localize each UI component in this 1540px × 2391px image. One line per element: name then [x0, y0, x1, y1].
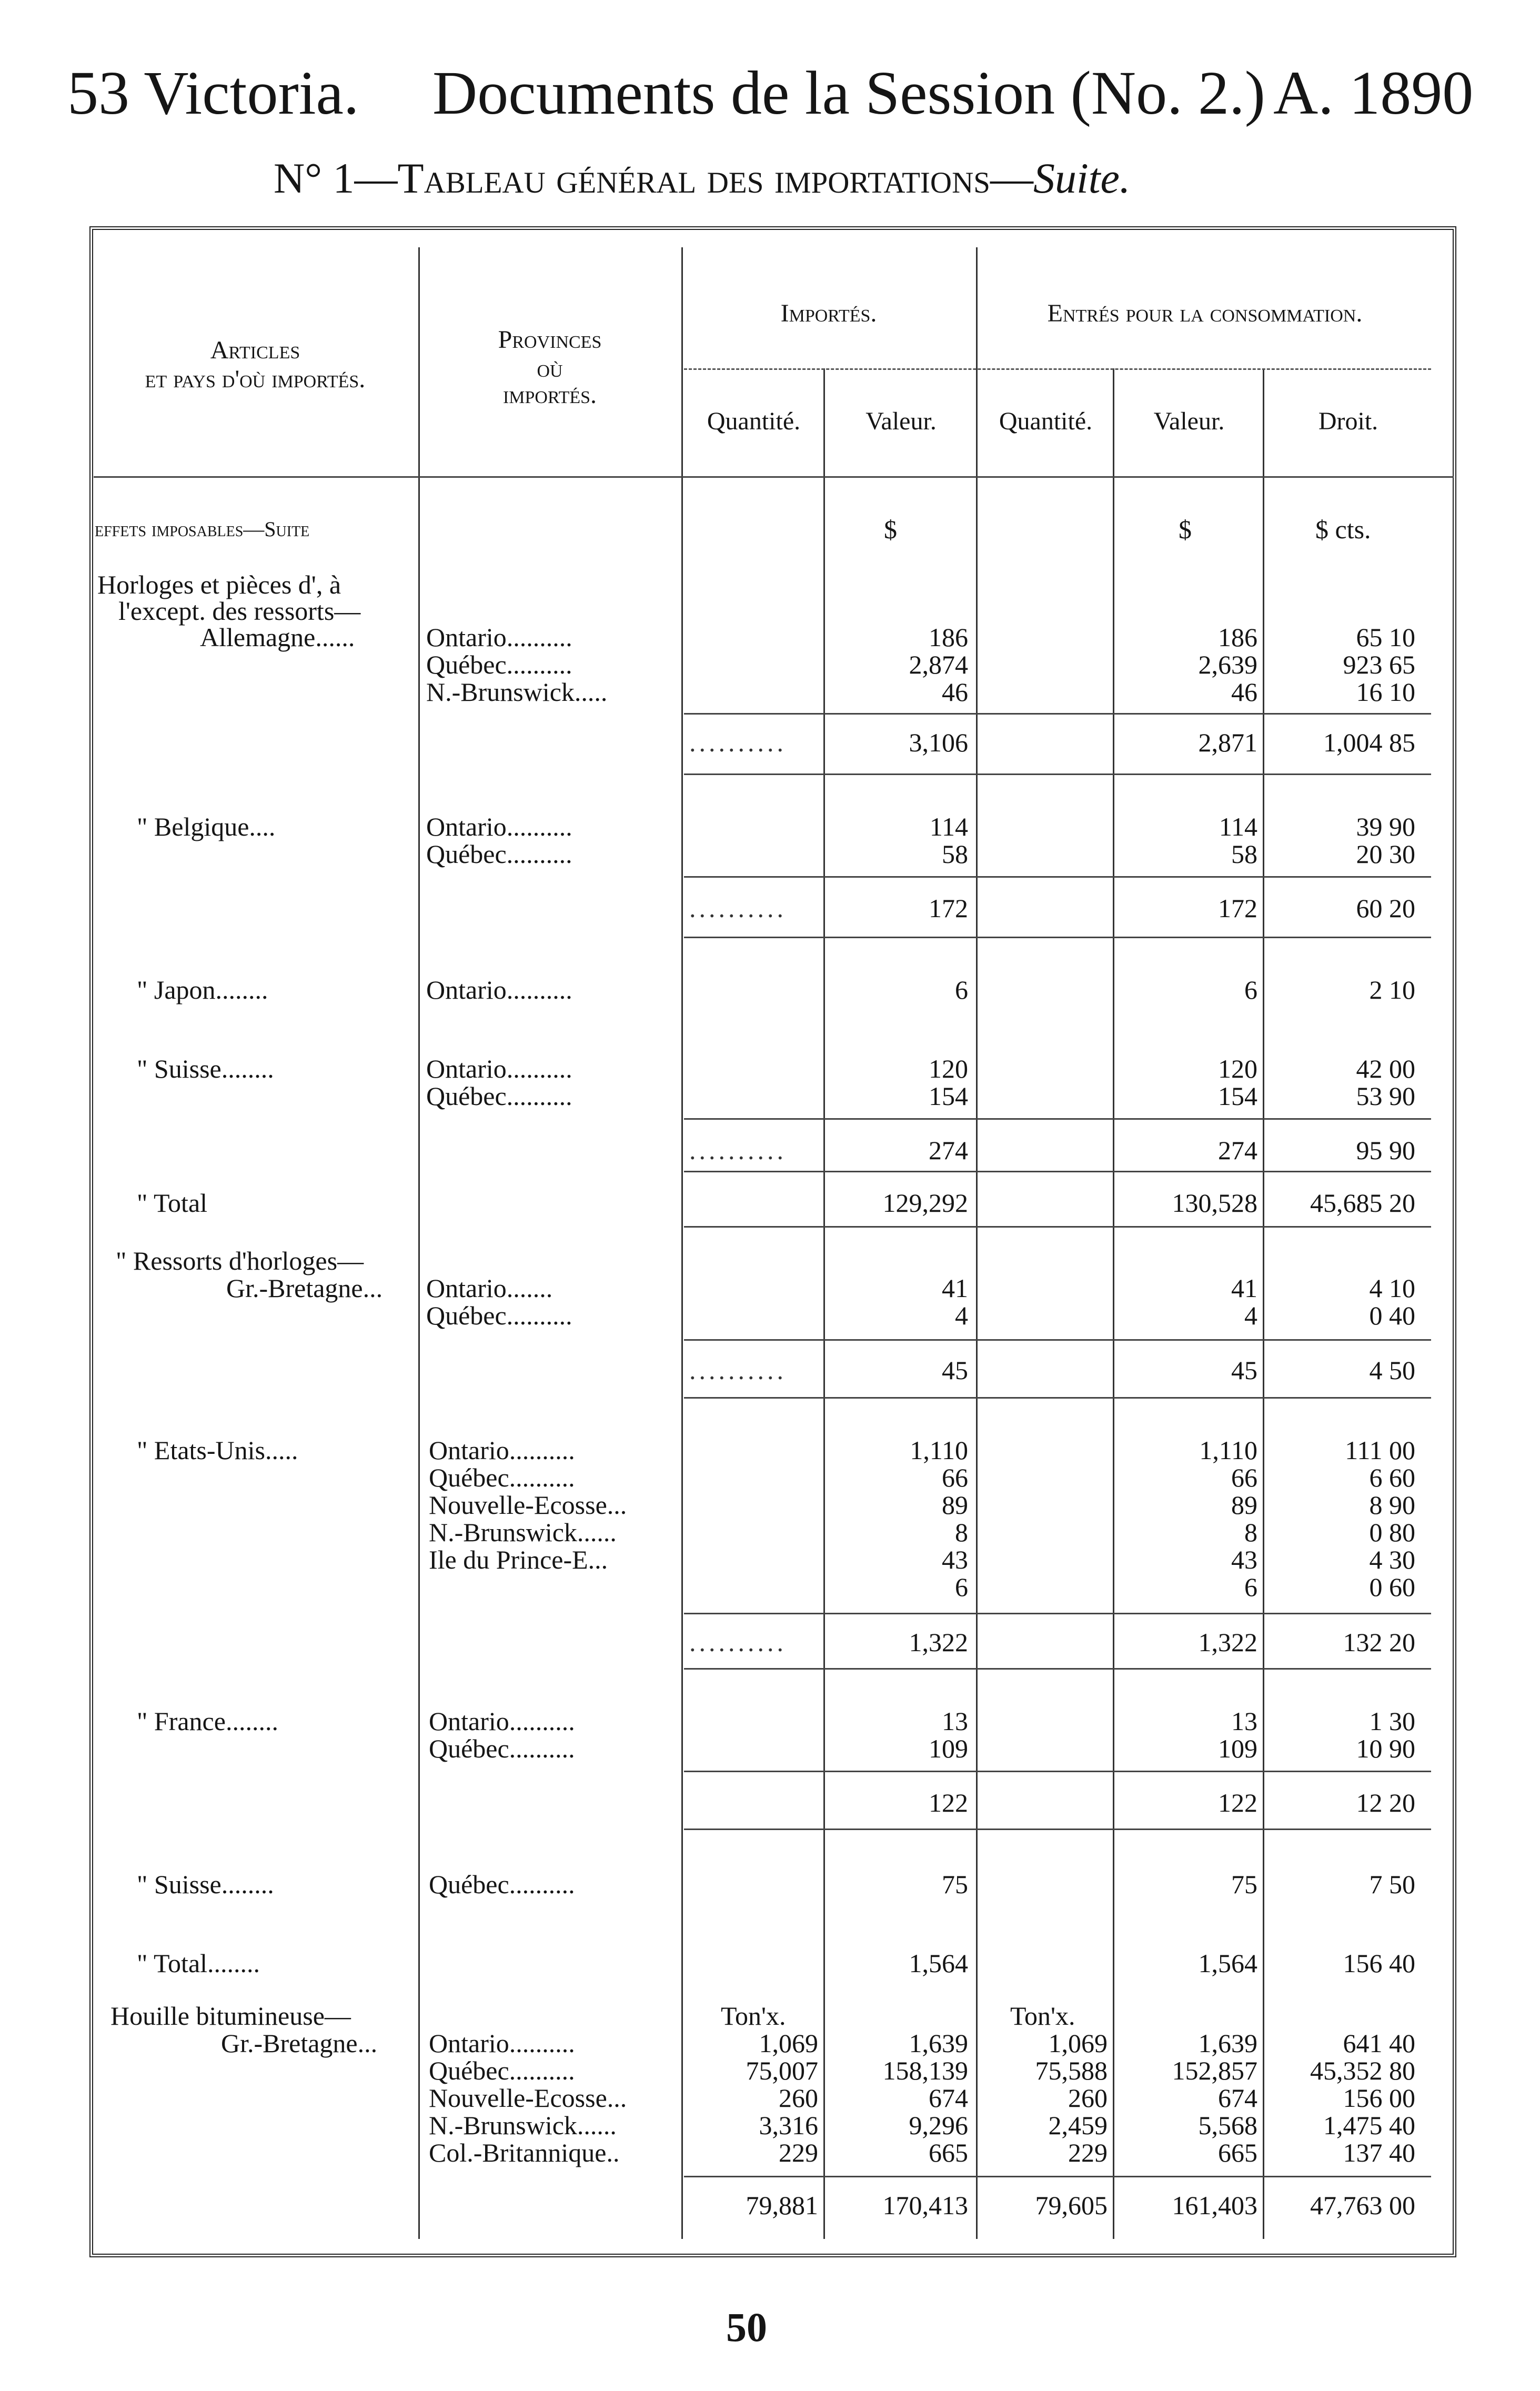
article-title: Houille bitumineuse— [110, 2001, 351, 2031]
value-entered: 75 [1231, 1870, 1257, 1899]
value-entered: 5,568 [1198, 2111, 1257, 2140]
subtotal-rule [684, 773, 1431, 775]
value: 186 [929, 622, 968, 652]
country-label: " Etats-Unis..... [137, 1435, 298, 1465]
subtotal-duty: 1,004 85 [1323, 728, 1415, 757]
value: 1,110 [910, 1435, 968, 1465]
value-entered: 2,639 [1198, 650, 1257, 679]
total-duty: 45,685 20 [1310, 1188, 1415, 1218]
total-duty: 156 40 [1343, 1948, 1415, 1978]
total-quantity: 79,881 [746, 2191, 818, 2220]
col-head-imported: Importés. [780, 299, 877, 327]
subtotal-value: 3,106 [909, 728, 968, 757]
duty: 0 80 [1369, 1518, 1415, 1547]
subtotal-rule [684, 1771, 1431, 1772]
duty: 923 65 [1343, 650, 1415, 679]
value: 58 [942, 839, 968, 869]
subtotal-rule [684, 937, 1431, 938]
subtotal-duty: 95 90 [1356, 1136, 1415, 1165]
col-rule-qty2 [1113, 368, 1114, 2239]
value: 674 [929, 2083, 968, 2113]
value-entered: 114 [1219, 812, 1257, 841]
duty: 0 40 [1369, 1301, 1415, 1330]
col-rule-provinces [681, 247, 683, 2239]
duty: 45,352 80 [1310, 2056, 1415, 2085]
value: 75 [942, 1870, 968, 1899]
duty: 1,475 40 [1323, 2111, 1415, 2140]
unit-dollar-cts: $ cts. [1315, 515, 1371, 544]
subtotal-rule [684, 1118, 1431, 1120]
value: 665 [929, 2138, 968, 2167]
col-head-articles-2: et pays d'où importés. [145, 365, 366, 393]
total-value: 129,292 [882, 1188, 968, 1218]
province: Col.-Britannique.. [429, 2138, 620, 2167]
duty: 10 90 [1356, 1734, 1415, 1763]
session-label: 53 Victoria. [67, 58, 359, 127]
table-subtitle [274, 154, 1130, 203]
duty: 1 30 [1369, 1706, 1415, 1736]
col-head-value2: Valeur. [1153, 407, 1225, 435]
value-entered: 6 [1244, 975, 1257, 1004]
duty: 7 50 [1369, 1870, 1415, 1899]
value-entered: 13 [1231, 1706, 1257, 1736]
duty: 20 30 [1356, 839, 1415, 869]
subtotal-value: 274 [929, 1136, 968, 1165]
col-head-entered: Entrés pour la consommation. [1047, 299, 1363, 327]
subtotal-rule [684, 1613, 1431, 1614]
total-rule [684, 1226, 1431, 1228]
subtotal-rule [684, 1829, 1431, 1830]
article-title: " Ressorts d'horloges— [116, 1246, 364, 1275]
ton-unit: Ton'x. [1010, 2001, 1075, 2031]
quantity: 75,007 [746, 2056, 818, 2085]
province: Nouvelle-Ecosse... [429, 1490, 627, 1520]
subtotal-duty: 60 20 [1356, 893, 1415, 923]
subtotal-value-entered: 274 [1218, 1136, 1257, 1165]
province: Québec.......... [429, 1463, 575, 1492]
value: 66 [942, 1463, 968, 1492]
value: 6 [955, 1572, 968, 1602]
province: Ile du Prince-E... [429, 1545, 608, 1574]
country-label: Gr.-Bretagne... [226, 1273, 383, 1303]
duty: 8 90 [1369, 1490, 1415, 1520]
subtitle-prefix: N° 1—Tableau général des importations— [274, 154, 1033, 202]
col-rule-value2 [1263, 368, 1264, 2239]
subtotal-value: 122 [929, 1788, 968, 1817]
value: 46 [942, 677, 968, 707]
duty: 0 60 [1369, 1572, 1415, 1602]
quantity: 3,316 [759, 2111, 818, 2140]
total-quantity-entered: 79,605 [1035, 2191, 1108, 2220]
quantity: 1,069 [759, 2028, 818, 2058]
quantity-entered: 229 [1068, 2138, 1108, 2167]
duty: 6 60 [1369, 1463, 1415, 1492]
leader-dots: .......... [689, 1628, 787, 1657]
value-entered: 109 [1218, 1734, 1257, 1763]
province: Québec.......... [426, 1081, 572, 1111]
page-number: 50 [726, 2304, 767, 2350]
subtotal-rule [684, 1397, 1431, 1399]
total-duty: 47,763 00 [1310, 2191, 1415, 2220]
province: Ontario.......... [426, 812, 572, 841]
value: 2,874 [909, 650, 968, 679]
col-head-duty: Droit. [1318, 407, 1378, 435]
province: Ontario.......... [426, 622, 572, 652]
country-label: " Suisse........ [137, 1054, 274, 1083]
value-entered: 89 [1231, 1490, 1257, 1520]
value: 154 [929, 1081, 968, 1111]
article-title: l'except. des ressorts— [118, 596, 361, 626]
duty: 156 00 [1343, 2083, 1415, 2113]
value-entered: 6 [1244, 1572, 1257, 1602]
province: Québec.......... [426, 839, 572, 869]
value-entered: 8 [1244, 1518, 1257, 1547]
province: Ontario.......... [426, 975, 572, 1004]
quantity: 229 [779, 2138, 818, 2167]
subtotal-rule [684, 713, 1431, 715]
province: Ontario.......... [429, 1706, 575, 1736]
col-head-value: Valeur. [865, 407, 937, 435]
value-entered: 1,110 [1199, 1435, 1257, 1465]
ton-unit: Ton'x. [721, 2001, 786, 2031]
duty: 4 30 [1369, 1545, 1415, 1574]
value-entered: 186 [1218, 622, 1257, 652]
subtotal-value: 45 [942, 1355, 968, 1385]
year-label: A. 1890 [1273, 58, 1474, 127]
total-label: " Total [137, 1188, 208, 1218]
quantity-entered: 2,459 [1048, 2111, 1108, 2140]
value-entered: 120 [1218, 1054, 1257, 1083]
col-rule-imported [976, 247, 978, 2239]
col-head-provinces-1: Provinces [498, 326, 602, 354]
section-label-text: effets imposables—Suite [95, 517, 310, 541]
province: Ontario....... [426, 1273, 553, 1303]
value-entered: 4 [1244, 1301, 1257, 1330]
subtotal-value-entered: 1,322 [1198, 1628, 1257, 1657]
value: 109 [929, 1734, 968, 1763]
leader-dots: .......... [689, 893, 787, 923]
country-label: " Belgique.... [137, 812, 276, 841]
value-entered: 41 [1231, 1273, 1257, 1303]
article-title: Horloges et pièces d', à [97, 570, 341, 599]
value: 1,639 [909, 2028, 968, 2058]
value: 114 [929, 812, 968, 841]
province: N.-Brunswick...... [429, 2111, 617, 2140]
duty: 2 10 [1369, 975, 1415, 1004]
total-value: 170,413 [882, 2191, 968, 2220]
value: 9,296 [909, 2111, 968, 2140]
province: Québec.......... [429, 1870, 575, 1899]
leader-dots: .......... [689, 1136, 787, 1165]
value-entered: 152,857 [1172, 2056, 1257, 2085]
province: N.-Brunswick...... [429, 1518, 617, 1547]
country-label: Allemagne...... [200, 622, 355, 652]
value: 158,139 [882, 2056, 968, 2085]
total-label: " Total........ [137, 1948, 260, 1978]
header-subrule [684, 368, 1431, 370]
value: 120 [929, 1054, 968, 1083]
duty: 42 00 [1356, 1054, 1415, 1083]
value-entered: 674 [1218, 2083, 1257, 2113]
subtotal-value: 1,322 [909, 1628, 968, 1657]
duty: 4 10 [1369, 1273, 1415, 1303]
col-head-articles-1: Articles [210, 336, 300, 364]
country-label: " France........ [137, 1706, 278, 1736]
province: Québec.......... [429, 2056, 575, 2085]
value-entered: 154 [1218, 1081, 1257, 1111]
col-head-quantity: Quantité. [707, 407, 801, 435]
col-rule-qty [823, 368, 825, 2239]
value: 13 [942, 1706, 968, 1736]
col-head-quantity2: Quantité. [999, 407, 1093, 435]
subtotal-value: 172 [929, 893, 968, 923]
quantity-entered: 260 [1068, 2083, 1108, 2113]
value-entered: 665 [1218, 2138, 1257, 2167]
subtotal-value-entered: 2,871 [1198, 728, 1257, 757]
value: 43 [942, 1545, 968, 1574]
value-entered: 46 [1231, 677, 1257, 707]
value-entered: 66 [1231, 1463, 1257, 1492]
subtotal-duty: 4 50 [1369, 1355, 1415, 1385]
value: 4 [955, 1301, 968, 1330]
document-title: Documents de la Session (No. 2.) [432, 58, 1265, 127]
subtotal-duty: 132 20 [1343, 1628, 1415, 1657]
province: Ontario.......... [426, 1054, 572, 1083]
quantity-entered: 1,069 [1048, 2028, 1108, 2058]
total-value-entered: 130,528 [1172, 1188, 1257, 1218]
country-label: " Japon........ [137, 975, 268, 1004]
subtotal-rule [684, 876, 1431, 878]
col-head-provinces-3: importés. [502, 381, 597, 409]
value-entered: 43 [1231, 1545, 1257, 1574]
quantity-entered: 75,588 [1035, 2056, 1108, 2085]
value: 6 [955, 975, 968, 1004]
value-entered: 1,639 [1198, 2028, 1257, 2058]
value: 8 [955, 1518, 968, 1547]
quantity: 260 [779, 2083, 818, 2113]
total-value: 1,564 [909, 1948, 968, 1978]
section-label [95, 516, 309, 543]
province: Québec.......... [426, 650, 572, 679]
duty: 137 40 [1343, 2138, 1415, 2167]
province: Québec.......... [426, 1301, 572, 1330]
duty: 65 10 [1356, 622, 1415, 652]
col-head-provinces-2: où [537, 355, 563, 383]
country-label: Gr.-Bretagne... [221, 2028, 378, 2058]
duty: 39 90 [1356, 812, 1415, 841]
header-bottom-rule [94, 476, 1454, 478]
province: N.-Brunswick..... [426, 677, 608, 707]
subtotal-rule [684, 1171, 1431, 1172]
subtotal-value-entered: 172 [1218, 893, 1257, 923]
subtotal-rule [684, 1668, 1431, 1670]
leader-dots: .......... [689, 1355, 787, 1385]
duty: 641 40 [1343, 2028, 1415, 2058]
value-entered: 58 [1231, 839, 1257, 869]
province: Ontario.......... [429, 1435, 575, 1465]
subtotal-value-entered: 45 [1231, 1355, 1257, 1385]
total-value-entered: 1,564 [1198, 1948, 1257, 1978]
subtotal-value-entered: 122 [1218, 1788, 1257, 1817]
province: Nouvelle-Ecosse... [429, 2083, 627, 2113]
duty: 16 10 [1356, 677, 1415, 707]
province: Québec.......... [429, 1734, 575, 1763]
leader-dots: .......... [689, 728, 787, 757]
value: 41 [942, 1273, 968, 1303]
subtotal-rule [684, 1339, 1431, 1341]
duty: 53 90 [1356, 1081, 1415, 1111]
total-rule [684, 2176, 1431, 2177]
duty: 111 00 [1345, 1435, 1415, 1465]
unit-dollar: $ [884, 515, 897, 544]
country-label: " Suisse........ [137, 1870, 274, 1899]
value: 89 [942, 1490, 968, 1520]
col-rule-articles [418, 247, 420, 2239]
unit-dollar-2: $ [1179, 515, 1192, 544]
total-value-entered: 161,403 [1172, 2191, 1257, 2220]
subtotal-duty: 12 20 [1356, 1788, 1415, 1817]
province: Ontario.......... [429, 2028, 575, 2058]
subtitle-suffix: Suite. [1033, 154, 1131, 202]
